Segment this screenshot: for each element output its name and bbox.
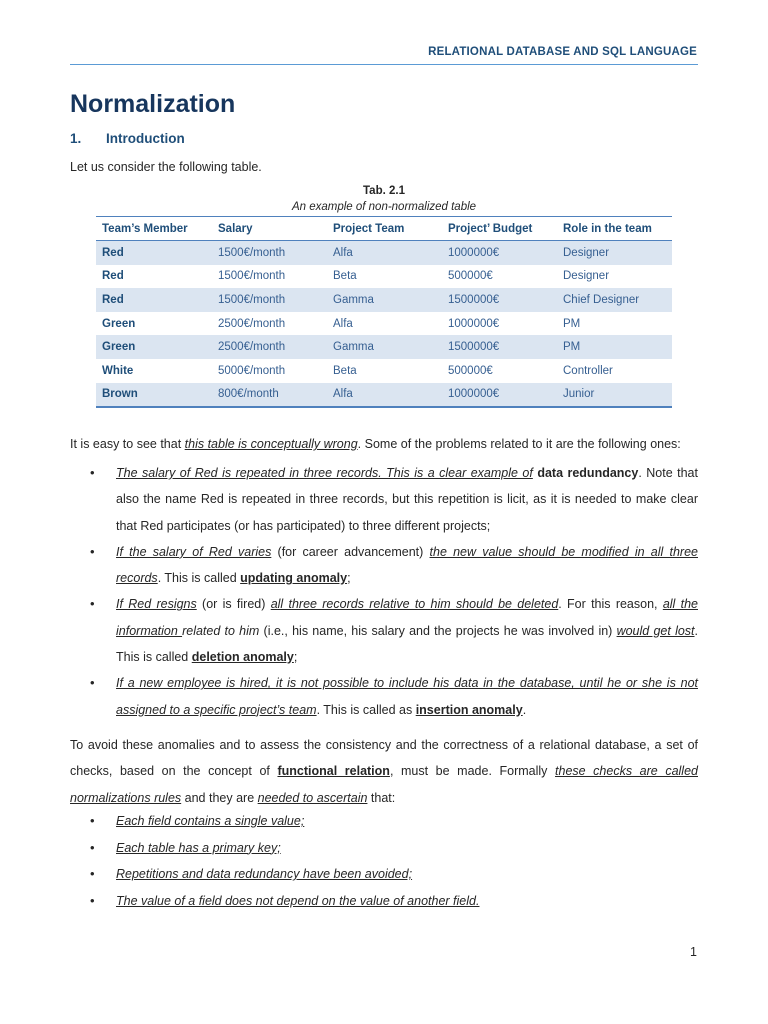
table-cell: 2500€/month [218, 317, 286, 330]
table-cell: 500000€ [448, 270, 493, 283]
table-cell: Chief Designer [557, 288, 672, 312]
plain-text: and they are [181, 790, 258, 805]
table-cell: Beta [333, 364, 357, 377]
table-cell: 1500000€ [442, 335, 557, 359]
emphasis-text: If the salary of Red varies [116, 544, 272, 559]
table-cell: PM [563, 317, 581, 330]
table-cell: 1500€/month [212, 288, 327, 312]
emphasis-text: needed to ascertain [257, 790, 368, 805]
table-cell: Designer [557, 241, 672, 265]
table-cell: Junior [557, 383, 672, 408]
table-cell: Beta [333, 270, 357, 283]
header-divider [70, 64, 698, 65]
plain-text: (for career advancement) [271, 544, 430, 559]
table-row [96, 312, 672, 336]
list-item [70, 835, 698, 862]
plain-text: (or is fired) [196, 597, 271, 612]
plain-text: (i.e., his name, his salary and the projects he was involved in) [259, 623, 617, 638]
key-term: updating anomaly [240, 571, 348, 586]
table-cell: White [102, 364, 134, 377]
problems-list [70, 460, 698, 723]
table-cell: 1500000€ [442, 288, 557, 312]
table-row [96, 265, 672, 289]
plain-text: To avoid these anomalies and to assess the consistency and the correctness of a relational database, a set of checks, based on the concept of [70, 738, 698, 779]
list-item [70, 591, 698, 670]
table-cell: Gamma [327, 335, 442, 359]
section-heading [70, 131, 185, 146]
table-row [96, 288, 672, 312]
rule-text: Each table has a primary key; [116, 840, 281, 855]
table-caption-subtitle: An example of non-normalized table [291, 201, 477, 213]
table-cell: 1000000€ [442, 241, 557, 265]
table-cell: Alfa [327, 241, 442, 265]
rule-text: Each field contains a single value; [116, 814, 305, 828]
table-cell: 500000€ [448, 364, 493, 377]
column-header: Team’s Member [96, 217, 212, 241]
emphasis-text: would get lost [616, 623, 695, 638]
plain-text: , must be made. Formally [389, 764, 556, 779]
key-term: functional relation [277, 764, 390, 779]
emphasis-text: all three records relative to him should be deleted [270, 597, 559, 612]
table-cell: Red [96, 241, 212, 265]
table-cell: Red [96, 288, 212, 312]
table-cell: Designer [563, 270, 610, 283]
section-title: Introduction [106, 131, 185, 146]
table-cell: 1500€/month [212, 241, 327, 265]
table-cell: Green [102, 317, 136, 330]
emphasis-text: all the information [116, 597, 698, 638]
page-number: 1 [690, 945, 697, 959]
table-caption-title: Tab. 2.1 [363, 185, 405, 197]
plain-text: . [522, 702, 527, 717]
column-header: Role in the team [557, 217, 672, 241]
plain-text: . Note that also the name Red is repeated in three records, but this repetition is licit, as it is needed to make clear that Red participates (or has participated) to three different projects; [116, 466, 698, 533]
lead-emphasis: this table is conceptually wrong [184, 437, 358, 451]
table-cell: 1500€/month [218, 270, 286, 283]
table-cell: Controller [563, 364, 613, 377]
table-cell: 1000000€ [442, 383, 557, 408]
list-item [70, 861, 698, 888]
table-cell: Green [96, 335, 212, 359]
table-cell: Alfa [327, 383, 442, 408]
lead-text: . Some of the problems related to it are the following ones: [357, 437, 681, 451]
lead-text: It is easy to see that [70, 437, 185, 451]
table-cell: Brown [96, 383, 212, 408]
column-header: Project Team [327, 217, 442, 241]
list-item [70, 539, 698, 592]
table-cell: 2500€/month [212, 335, 327, 359]
column-header: Project’ Budget [442, 217, 557, 241]
plain-text: . This is called [157, 571, 241, 586]
plain-text: ; [347, 571, 351, 586]
list-item [70, 670, 698, 723]
italic-text: related to him [182, 623, 260, 638]
page-title: Normalization [70, 90, 236, 118]
normalization-paragraph [70, 732, 698, 811]
table-cell: 5000€/month [218, 364, 286, 377]
emphasis-text: the new value should be modified in all three records [116, 544, 698, 586]
table-row [96, 241, 672, 265]
normalization-rules-list [70, 808, 698, 914]
table-cell: Alfa [333, 317, 353, 330]
table-cell: 800€/month [212, 383, 327, 408]
table-row [96, 335, 672, 359]
table-cell: Gamma [327, 288, 442, 312]
table-row [96, 383, 672, 408]
emphasis-text: If a new employee is hired, it is not possible to include his data in the database, until he or she is not assigned to a specific project’s team [116, 676, 698, 717]
list-item [70, 888, 698, 915]
list-item [70, 808, 698, 835]
plain-text: . This is called [116, 623, 699, 665]
table-cell: Red [102, 270, 124, 283]
intro-text: Let us consider the following table. [70, 160, 262, 174]
table-cell: 1000000€ [448, 317, 500, 330]
table-cell: PM [557, 335, 672, 359]
section-number: 1. [70, 131, 82, 146]
emphasis-text: The salary of Red is repeated in three records. This is a clear example of [116, 466, 533, 480]
list-item [70, 460, 698, 539]
plain-text: . For this reason, [558, 597, 663, 612]
plain-text: that: [367, 790, 396, 805]
rule-text: Repetitions and data redundancy have been avoided; [116, 867, 413, 881]
non-normalized-table [96, 216, 672, 408]
rule-text: The value of a field does not depend on the value of another field. [116, 893, 480, 908]
column-header: Salary [212, 217, 327, 241]
lead-paragraph [70, 435, 698, 453]
plain-text: ; [293, 650, 298, 665]
table-row [96, 359, 672, 383]
key-term: deletion anomaly [191, 650, 294, 665]
emphasis-text: these checks are called normalizations rules [70, 764, 698, 805]
table-header-row [96, 217, 672, 241]
key-term: insertion anomaly [415, 702, 523, 717]
plain-text: . This is called as [316, 702, 416, 717]
emphasis-text: If Red resigns [116, 597, 197, 612]
running-header: RELATIONAL DATABASE AND SQL LANGUAGE [428, 46, 697, 58]
key-term: data redundancy [537, 466, 639, 480]
